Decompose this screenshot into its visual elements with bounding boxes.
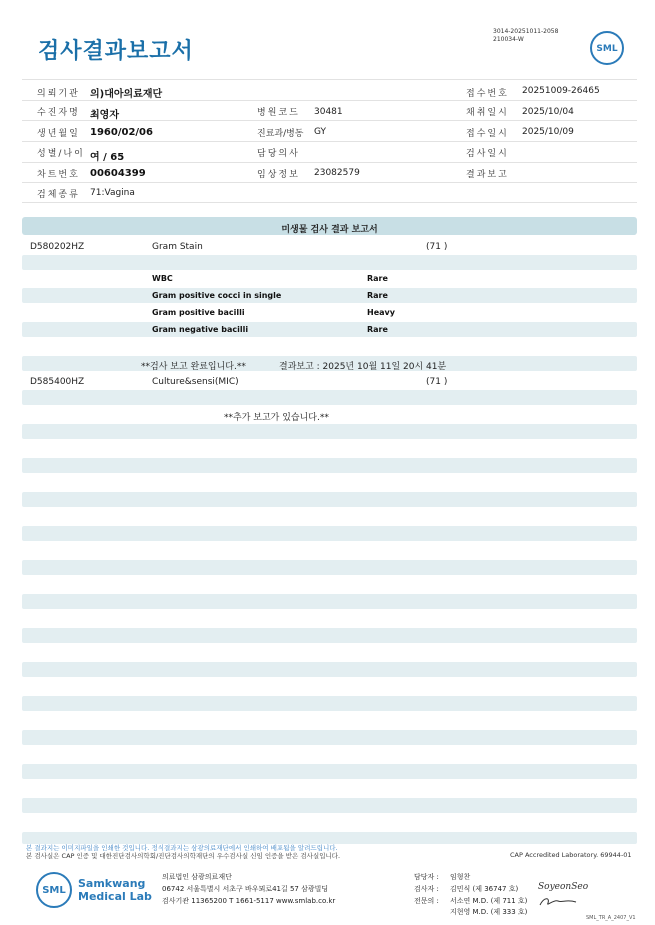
- org-contact: 검사기관 11365200 T 1661-5117 www.smlab.co.kr: [162, 897, 336, 905]
- clinical-label: 임상정보: [257, 170, 300, 180]
- specimen-value: 71:Vagina: [90, 188, 135, 198]
- org-name: 의료법인 삼광의료재단: [162, 873, 232, 881]
- info-divider: [22, 182, 637, 183]
- result-value: Rare: [367, 291, 388, 300]
- row-stripe: [22, 390, 637, 405]
- info-divider: [22, 141, 637, 142]
- clinical-value: 23082579: [314, 168, 360, 178]
- sml-logo-icon: [590, 31, 624, 65]
- requester-value: 의)대아의료재단: [90, 89, 163, 100]
- row-stripe: [22, 696, 637, 711]
- result-item: Gram positive cocci in single: [152, 291, 282, 300]
- brand-name: [78, 877, 152, 903]
- row-stripe: [22, 628, 637, 643]
- result-item: Gram positive bacilli: [152, 308, 245, 317]
- disclaimer-cap: 본 검사실은 CAP 인증 및 대한진단검사의학회/진단검사의학재단의 우수검사실 신임 인증을 받은 검사실입니다.: [26, 852, 341, 860]
- section-title: 미생물 검사 결과 보고서: [281, 225, 378, 235]
- cap-accreditation: CAP Accredited Laboratory. 69944-01: [510, 851, 632, 859]
- row-stripe: [22, 255, 637, 270]
- collect-date-value: 2025/10/04: [522, 107, 574, 117]
- sml-logo-text: SML: [596, 44, 618, 54]
- test2-code: D585400HZ: [30, 377, 85, 387]
- row-stripe: [22, 492, 637, 507]
- row-stripe: [22, 288, 637, 303]
- tester-value: 김민식 (제 36747 호): [450, 885, 519, 893]
- doctor-label: 담당의사: [257, 149, 300, 159]
- receipt-date-value: 2025/10/09: [522, 127, 574, 137]
- sex-age-value: 여 / 65: [90, 152, 125, 163]
- document-code-line1: 3014-20251011-2058: [493, 28, 559, 35]
- row-stripe: [22, 730, 637, 745]
- birth-value: 1960/02/06: [90, 127, 153, 138]
- row-stripe: [22, 662, 637, 677]
- specialist2-value: 지현영 M.D. (제 333 호): [450, 908, 528, 916]
- result-report-label: 결과보고: [466, 170, 509, 180]
- row-stripe: [22, 526, 637, 541]
- brand-line2: Medical Lab: [78, 890, 152, 903]
- info-divider: [22, 202, 637, 203]
- result-value: Heavy: [367, 308, 395, 317]
- result-time: 결과보고 : 2025년 10월 11일 20시 41분: [279, 362, 447, 372]
- result-item: Gram negative bacilli: [152, 325, 249, 334]
- hospital-code-value: 30481: [314, 107, 343, 117]
- patient-label: 수진자명: [37, 108, 80, 118]
- sex-age-label: 성별/나이: [37, 149, 85, 159]
- specialist1-value: 서소연 M.D. (제 711 호): [450, 897, 528, 905]
- specimen-label: 검체종류: [37, 190, 80, 200]
- row-stripe: [22, 798, 637, 813]
- receipt-no-value: 20251009-26465: [522, 86, 600, 96]
- brand-line1: Samkwang: [78, 877, 146, 890]
- test-date-label: 검사일시: [466, 149, 509, 159]
- hospital-code-label: 병원코드: [257, 108, 300, 118]
- tester-label: 검사자 :: [414, 885, 439, 893]
- specialist-label: 전문의 :: [414, 897, 439, 905]
- manager-value: 임형찬: [450, 873, 471, 881]
- document-code-line2: 210034-W: [493, 36, 524, 43]
- signature-scribble-icon: [538, 895, 578, 909]
- test2-name: Culture&sensi(MIC): [152, 377, 239, 387]
- row-stripe: [22, 764, 637, 779]
- row-stripe: [22, 424, 637, 439]
- org-address: 06742 서울특별시 서초구 바우뫼로41길 57 삼광빌딩: [162, 885, 329, 893]
- complete-note: **검사 보고 완료입니다.**: [141, 362, 246, 372]
- result-value: Rare: [367, 325, 388, 334]
- row-stripe: [22, 560, 637, 575]
- test1-code: D580202HZ: [30, 242, 85, 252]
- patient-value: 최영자: [90, 110, 119, 121]
- info-divider: [22, 79, 637, 80]
- sml-footer-logo-icon: [36, 872, 72, 908]
- chart-label: 차트번호: [37, 170, 80, 180]
- disclaimer-print: 본 결과지는 이미지파일을 인쇄한 것입니다. 정식결과지는 삼광의료재단에서 인쇄하여 배포됨을 알려드립니다.: [26, 844, 338, 852]
- additional-note: **추가 보고가 있습니다.**: [224, 413, 329, 423]
- receipt-date-label: 접수일시: [466, 129, 509, 139]
- row-stripe: [22, 458, 637, 473]
- receipt-no-label: 접수번호: [466, 89, 509, 99]
- birth-label: 생년월일: [37, 129, 80, 139]
- test1-name: Gram Stain: [152, 242, 203, 252]
- result-item: WBC: [152, 274, 173, 283]
- row-stripe: [22, 322, 637, 337]
- row-stripe: [22, 594, 637, 609]
- document-code: [493, 28, 558, 44]
- signature-soyeonseo: SoyeonSeo: [538, 882, 589, 892]
- page-title: 검사결과보고서: [38, 39, 194, 64]
- form-code: SML_TR_A_2407_V1: [586, 915, 636, 921]
- chart-value: 00604399: [90, 168, 146, 179]
- manager-label: 담당자 :: [414, 873, 439, 881]
- collect-date-label: 채취일시: [466, 108, 509, 118]
- info-divider: [22, 100, 637, 101]
- dept-value: GY: [314, 127, 327, 137]
- test1-specimen: (71 ): [426, 242, 448, 252]
- requester-label: 의뢰기관: [37, 89, 80, 99]
- sml-footer-logo-text: SML: [42, 885, 66, 896]
- test2-specimen: (71 ): [426, 377, 448, 387]
- result-value: Rare: [367, 274, 388, 283]
- dept-label: 진료과/병동: [257, 129, 304, 139]
